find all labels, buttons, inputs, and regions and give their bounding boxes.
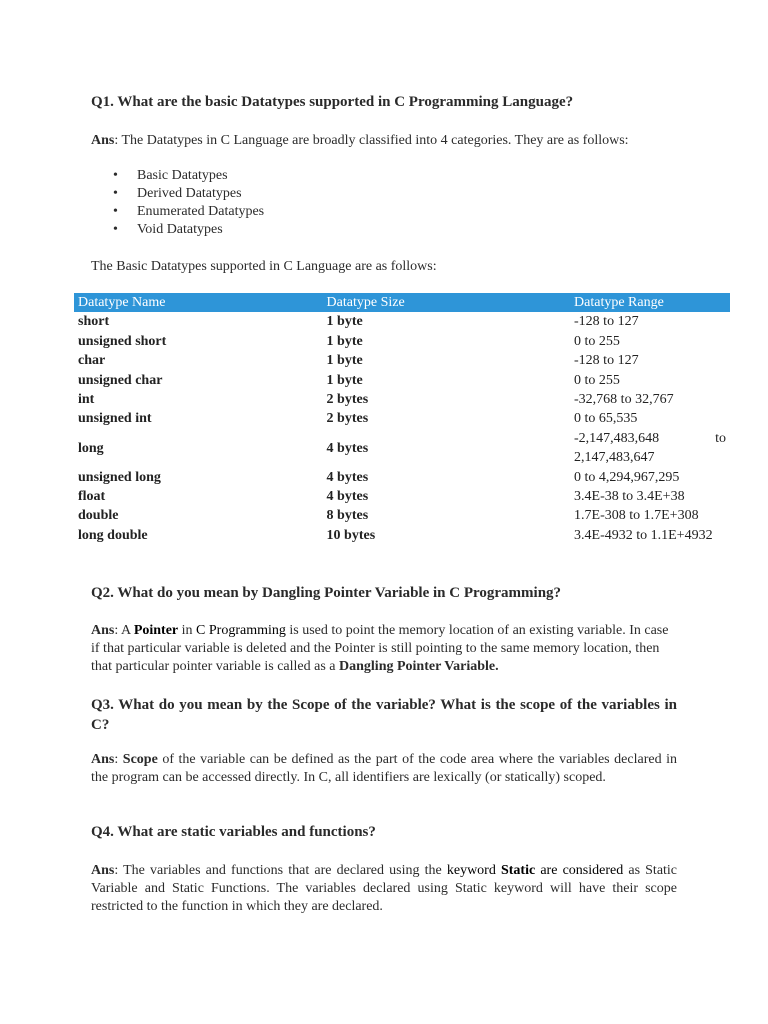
cell-name: unsigned char <box>78 372 163 388</box>
cell-range: 0 to 65,535 <box>574 411 638 427</box>
q4-heading: Q4. What are static variables and functions? <box>91 824 376 840</box>
cell-size: 4 bytes <box>326 440 369 456</box>
q3-heading: Q3. What do you mean by the Scope of the variable? What is the scope of the variables in C? <box>91 697 677 733</box>
cell-size: 1 byte <box>326 353 363 369</box>
cell-size: 2 bytes <box>326 392 369 408</box>
datatype-table <box>74 293 730 545</box>
cell-range: -128 to 127 <box>574 314 639 330</box>
cell-range: 0 to 4,294,967,295 <box>574 469 680 485</box>
cell-name: unsigned short <box>78 333 167 349</box>
cell-name: short <box>78 314 110 330</box>
range-to: to <box>715 430 726 446</box>
q1-heading: Q1. What are the basic Datatypes supported in C Programming Language? <box>91 94 574 110</box>
cell-name: unsigned long <box>78 469 161 485</box>
q2-heading: Q2. What do you mean by Dangling Pointer Variable in C Programming? <box>91 585 562 601</box>
table-row <box>74 468 730 487</box>
table-row <box>74 390 730 409</box>
q4-text-are-considered: are considered <box>540 863 624 878</box>
q4-ans-label: Ans <box>91 863 115 878</box>
table-row <box>74 409 730 428</box>
q1-answer <box>91 132 731 150</box>
list-item: • Derived Datatypes <box>91 185 391 203</box>
q3-text-3: of the variable can be defined as the part of the code area where the variables declared in the program can be accessed directly. In C, all identifiers are lexically (or statically) scoped. <box>91 752 677 785</box>
cell-name: long double <box>78 527 148 543</box>
q3-text-scope: Scope <box>122 752 158 767</box>
cell-size: 10 bytes <box>326 527 376 543</box>
cell-name: unsigned int <box>78 411 152 427</box>
table-row <box>74 526 730 545</box>
cell-range: -128 to 127 <box>574 353 639 369</box>
q2-text-3: in <box>178 623 197 638</box>
q1-ans-text: : The Datatypes in C Language are broadly classified into 4 categories. They are as follows: <box>114 133 629 148</box>
datatype-category-list <box>91 167 391 239</box>
list-item: • Enumerated Datatypes <box>91 203 391 221</box>
cell-size: 4 bytes <box>326 489 369 505</box>
cell-size: 1 byte <box>326 372 363 388</box>
q4-text-1: : The variables and functions that are declared using the <box>114 863 447 878</box>
q4-text-static: Static <box>500 863 541 878</box>
cell-range-line2: 2,147,483,647 <box>574 450 655 466</box>
table-row <box>74 351 730 370</box>
table-row <box>74 312 730 331</box>
cell-size: 1 byte <box>326 314 363 330</box>
table-row <box>74 487 730 506</box>
table-row <box>74 429 730 468</box>
cell-name: int <box>78 392 95 408</box>
cell-size: 1 byte <box>326 333 363 349</box>
list-item: • Void Datatypes <box>91 221 391 239</box>
cell-range-line1 <box>574 429 726 448</box>
cell-range <box>570 429 730 468</box>
cell-size: 4 bytes <box>326 469 369 485</box>
q4-answer <box>91 862 677 916</box>
q3-ans-label: Ans <box>91 752 115 767</box>
table-row <box>74 332 730 351</box>
header-datatype-size: Datatype Size <box>323 293 570 312</box>
table-row <box>74 506 730 525</box>
q2-text-5: is used to point the memory location of an existing variable. In case if that particular variable is deleted and the Pointer is still pointing to the same memory location, then that particular pointer variable is called as a <box>91 623 669 674</box>
header-datatype-name: Datatype Name <box>74 293 323 312</box>
q2-answer <box>91 622 677 676</box>
q2-text-dangling: Dangling Pointer Variable. <box>339 659 499 674</box>
q4-text-5: as Static Variable and Static Functions. The variables declared using Static keyword will have their scope restricted to the function in which they are declared. <box>91 863 678 914</box>
range-start: -2,147,483,648 <box>574 430 660 446</box>
cell-range: 3.4E-4932 to 1.1E+4932 <box>574 527 713 543</box>
header-datatype-range: Datatype Range <box>570 293 730 312</box>
cell-range: 0 to 255 <box>574 333 620 349</box>
table-header-row <box>74 293 730 312</box>
cell-size: 8 bytes <box>326 508 369 524</box>
cell-name: char <box>78 353 106 369</box>
q1-ans-label: Ans <box>91 133 115 148</box>
cell-range: 1.7E-308 to 1.7E+308 <box>574 508 699 524</box>
q2-ans-label: Ans <box>91 623 115 638</box>
q3-answer <box>91 751 677 787</box>
cell-name: long <box>78 440 104 456</box>
q4-text-keyword: keyword <box>446 863 501 878</box>
cell-range: 3.4E-38 to 3.4E+38 <box>574 489 685 505</box>
table-intro: The Basic Datatypes supported in C Language are as follows: <box>91 259 437 274</box>
q2-text-1: : A <box>114 623 134 638</box>
cell-range: -32,768 to 32,767 <box>574 392 674 408</box>
cell-range: 0 to 255 <box>574 372 620 388</box>
list-item: • Basic Datatypes <box>91 167 391 185</box>
table-row <box>74 371 730 390</box>
cell-name: double <box>78 508 119 524</box>
q2-text-c-programming: C Programming <box>196 623 286 638</box>
cell-size: 2 bytes <box>326 411 369 427</box>
q3-text-1: : <box>114 752 123 767</box>
q2-text-pointer: Pointer <box>133 623 179 638</box>
cell-name: float <box>78 489 106 505</box>
